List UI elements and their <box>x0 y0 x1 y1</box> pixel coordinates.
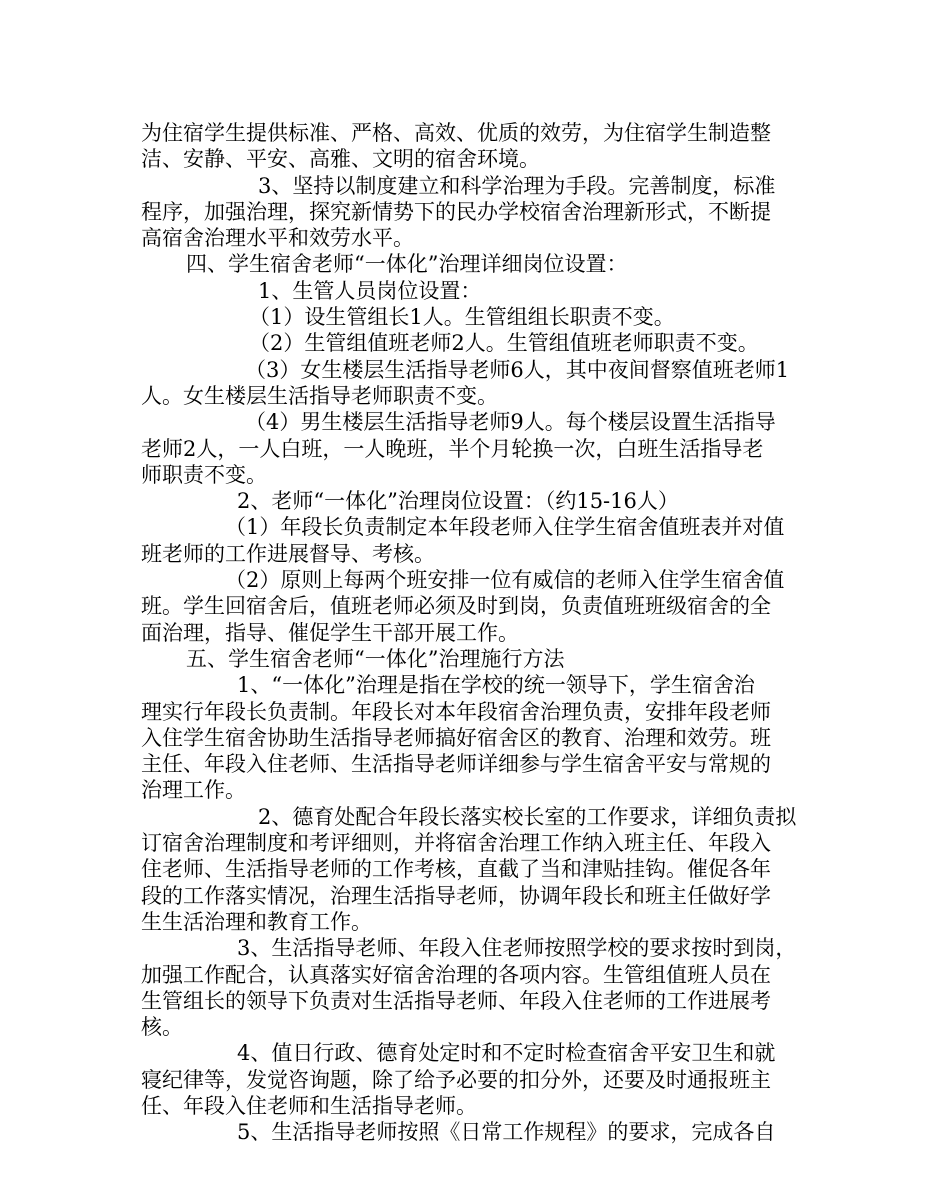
text-line: （4）男生楼层生活指导老师9人。每个楼层设置生活指导 <box>245 410 776 435</box>
text-line: 理实行年段长负责制。年段长对本年段宿舍治理负责，安排年段老师 <box>141 699 771 724</box>
text-line: 程序，加强治理，探究新情势下的民办学校宿舍治理新形式，不断提 <box>141 199 771 224</box>
text-line: 2、德育处配合年段长落实校长室的工作要求，详细负责拟 <box>258 804 797 829</box>
text-line: 任、年段入住老师和生活指导老师。 <box>141 1093 477 1118</box>
text-line: 生管组长的领导下负责对生活指导老师、年段入住老师的工作进展考 <box>141 988 771 1013</box>
subsection-heading: 1、生管人员岗位设置： <box>258 278 482 303</box>
text-line: 主任、年段入住老师、生活指导老师详细参与学生宿舍平安与常规的 <box>141 752 771 777</box>
text-line: 生生活治理和教育工作。 <box>141 909 372 934</box>
text-line: 核。 <box>141 1015 183 1040</box>
text-line: 人。女生楼层生活指导老师职责不变。 <box>141 383 498 408</box>
text-line: 老师2人，一人白班，一人晚班，半个月轮换一次，白班生活指导老 <box>141 436 764 461</box>
text-line: 高宿舍治理水平和效劳水平。 <box>141 226 414 251</box>
text-line: 4、值日行政、德育处定时和不定时检查宿舍平安卫生和就 <box>237 1041 776 1066</box>
text-line: （3）女生楼层生活指导老师6人，其中夜间督察值班老师1 <box>245 357 790 382</box>
text-line: （2）生管组值班老师2人。生管组值班老师职责不变。 <box>249 331 759 356</box>
text-line: 班。学生回宿舍后，值班老师必须及时到岗，负责值班班级宿舍的全 <box>141 594 771 619</box>
text-line: 治理工作。 <box>141 778 246 803</box>
text-line: 3、生活指导老师、年段入住老师按照学校的要求按时到岗， <box>237 936 797 961</box>
text-line: 为住宿学生提供标准、严格、高效、优质的效劳，为住宿学生制造整 <box>141 121 771 145</box>
section-heading: 四、学生宿舍老师“一体化”治理详细岗位设置： <box>186 252 628 277</box>
section-heading: 五、学生宿舍老师“一体化”治理施行方法 <box>186 646 565 671</box>
text-line: 班老师的工作进展督导、考核。 <box>141 541 435 566</box>
text-line: 订宿舍治理制度和考评细则，并将宿舍治理工作纳入班主任、年段入 <box>141 831 771 856</box>
text-line: 师职责不变。 <box>141 462 267 487</box>
text-line: 入住学生宿舍协助生活指导老师搞好宿舍区的教育、治理和效劳。班 <box>141 725 771 750</box>
subsection-heading: 2、老师“一体化”治理岗位设置：（约15-16人） <box>237 489 679 514</box>
text-line: 洁、安静、平安、高雅、文明的宿舍环境。 <box>141 147 540 172</box>
text-line: 加强工作配合，认真落实好宿舍治理的各项内容。生管组值班人员在 <box>141 962 771 987</box>
text-line: 寝纪律等，发觉咨询题，除了给予必要的扣分外，还要及时通报班主 <box>141 1067 771 1092</box>
text-line: （1）年段长负责制定本年段老师入住学生宿舍值班表并对值 <box>225 515 785 540</box>
text-line: 段的工作落实情况，治理生活指导老师，协调年段长和班主任做好学 <box>141 883 771 908</box>
text-line: 面治理，指导、催促学生干部开展工作。 <box>141 620 519 645</box>
text-line: （2）原则上每两个班安排一位有威信的老师入住学生宿舍值 <box>225 568 785 593</box>
text-line: 1、“一体化”治理是指在学校的统一领导下，学生宿舍治 <box>237 673 755 698</box>
text-line: 住老师、生活指导老师的工作考核，直截了当和津贴挂钩。催促各年 <box>141 857 771 882</box>
document-body <box>141 120 823 1146</box>
text-line: 5、生活指导老师按照《日常工作规程》的要求，完成各自 <box>237 1120 776 1145</box>
text-line: 3、坚持以制度建立和科学治理为手段。完善制度，标准 <box>258 173 776 198</box>
text-line: （1）设生管组长1人。生管组组长职责不变。 <box>249 305 675 330</box>
